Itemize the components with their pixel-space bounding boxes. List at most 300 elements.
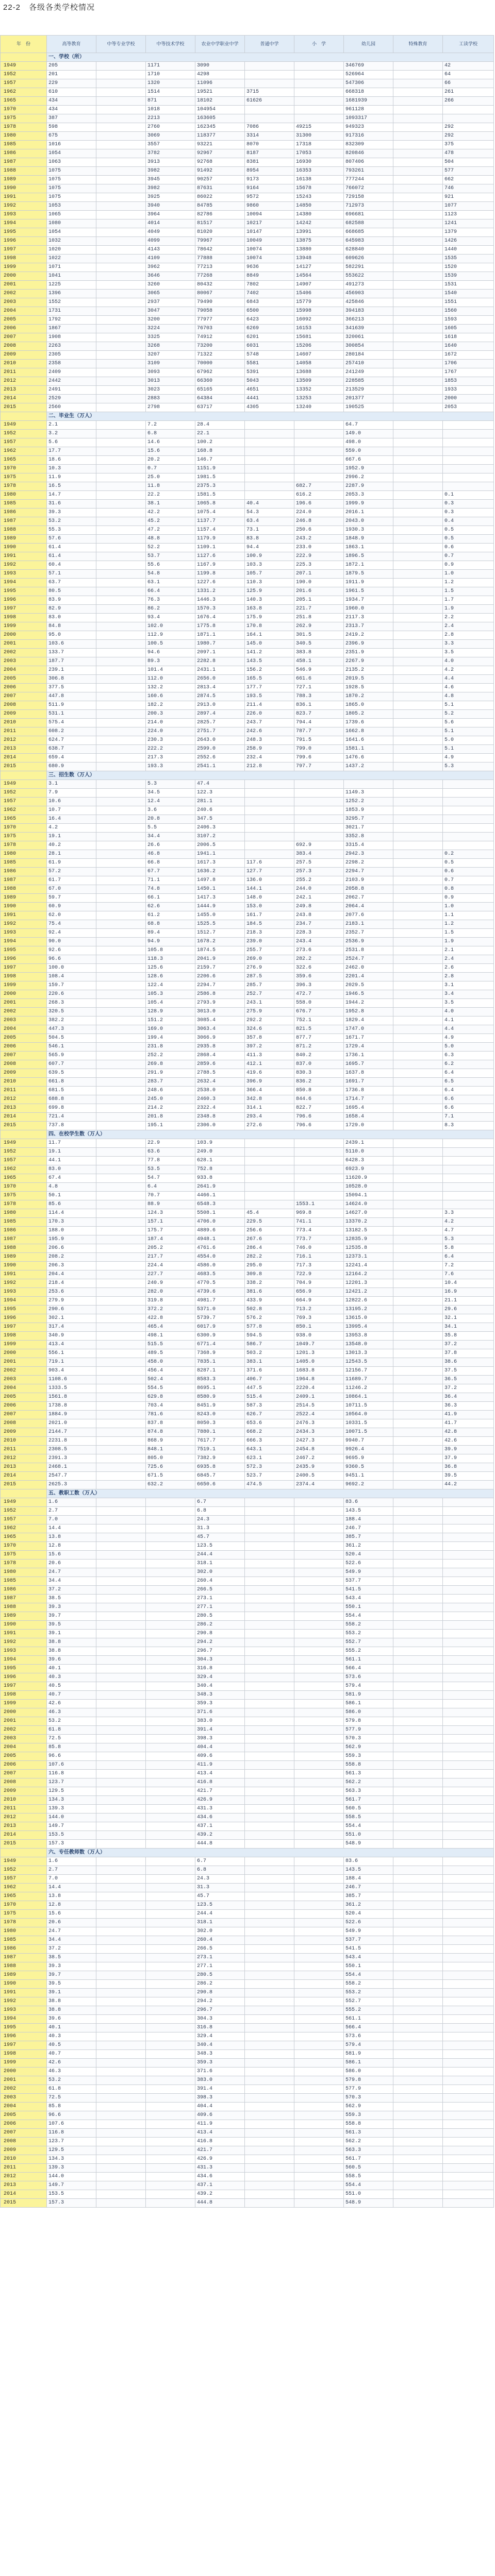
table-cell <box>294 1770 344 1778</box>
table-cell <box>146 1551 195 1560</box>
table-cell: 562.9 <box>344 2103 393 2111</box>
table-cell: 1252.2 <box>344 798 393 806</box>
table-cell: 36.3 <box>443 1402 494 1411</box>
table-cell <box>443 1822 494 1831</box>
table-cell <box>96 614 146 622</box>
table-cell: 10094 <box>245 211 294 219</box>
table-cell <box>443 1980 494 1989</box>
table-cell: 2547.7 <box>47 1472 96 1481</box>
year-cell: 2005 <box>1 675 47 684</box>
table-cell <box>96 351 146 360</box>
table-cell <box>96 605 146 614</box>
table-cell: 1179.9 <box>195 535 245 544</box>
table-cell: 3013 <box>146 377 195 386</box>
table-cell <box>245 2006 294 2015</box>
table-cell <box>96 2059 146 2067</box>
year-cell: 1986 <box>1 868 47 876</box>
table-cell <box>245 1831 294 1840</box>
table-cell <box>443 1139 494 1148</box>
table-cell: 80432 <box>195 281 245 290</box>
table-cell: 6.3 <box>443 1052 494 1060</box>
table-cell: 1396 <box>47 290 96 298</box>
table-cell <box>146 2146 195 2155</box>
table-cell: 103.3 <box>245 561 294 570</box>
table-cell: 40.3 <box>47 1673 96 1682</box>
table-cell: 1.0 <box>443 570 494 579</box>
table-cell <box>146 2032 195 2041</box>
table-cell <box>146 1726 195 1735</box>
table-row <box>1 1524 494 1533</box>
table-cell: 579.8 <box>344 2076 393 2085</box>
table-cell <box>393 973 443 981</box>
table-cell: 1.2 <box>443 920 494 929</box>
table-row <box>1 395 494 403</box>
year-cell: 1990 <box>1 903 47 911</box>
table-cell <box>96 1437 146 1446</box>
table-cell: 2322.4 <box>195 1104 245 1113</box>
table-cell <box>393 1761 443 1770</box>
table-row <box>1 535 494 544</box>
year-cell: 1991 <box>1 911 47 920</box>
table-cell: 107.6 <box>47 1761 96 1770</box>
table-cell <box>294 1735 344 1743</box>
table-row <box>1 990 494 999</box>
table-cell: 267.6 <box>245 1235 294 1244</box>
table-cell: 54.8 <box>146 570 195 579</box>
table-cell <box>393 526 443 535</box>
table-cell: 83.6 <box>344 1857 393 1866</box>
table-row <box>1 605 494 614</box>
table-cell: 293.4 <box>245 1113 294 1122</box>
table-cell <box>294 2103 344 2111</box>
table-cell: 1736.1 <box>344 1052 393 1060</box>
table-cell <box>393 1682 443 1691</box>
section-label: 三、招生数（万人） <box>47 771 494 780</box>
table-cell <box>393 622 443 631</box>
table-cell: 66.1 <box>146 894 195 903</box>
table-cell <box>146 1603 195 1612</box>
table-cell <box>96 1384 146 1393</box>
section-header-row <box>1 1130 494 1139</box>
table-cell <box>443 465 494 473</box>
table-cell: 1525.5 <box>195 920 245 929</box>
table-cell <box>96 1936 146 1945</box>
year-cell: 1949 <box>1 1498 47 1507</box>
table-cell <box>294 62 344 71</box>
table-cell <box>294 71 344 79</box>
year-cell: 1989 <box>1 535 47 544</box>
table-cell <box>146 1884 195 1892</box>
table-cell: 794.4 <box>294 719 344 727</box>
table-cell: 3224 <box>146 325 195 333</box>
table-cell: 6500 <box>245 307 294 316</box>
table-cell: 88.9 <box>146 1200 195 1209</box>
table-cell: 206.6 <box>47 1244 96 1253</box>
table-cell <box>443 2138 494 2146</box>
table-cell: 0.5 <box>443 859 494 868</box>
table-cell <box>443 2146 494 2155</box>
table-cell: 286.2 <box>195 1980 245 1989</box>
table-cell: 3207 <box>146 351 195 360</box>
table-cell <box>393 272 443 281</box>
table-row <box>1 1936 494 1945</box>
table-cell <box>96 1752 146 1761</box>
table-cell: 7.2 <box>443 1262 494 1270</box>
table-cell <box>146 1997 195 2006</box>
table-row <box>1 1358 494 1367</box>
year-cell: 1992 <box>1 202 47 211</box>
table-cell <box>393 1183 443 1192</box>
table-cell: 67962 <box>195 368 245 377</box>
table-cell: 559.3 <box>344 2111 393 2120</box>
table-cell: 682588 <box>344 219 393 228</box>
table-cell <box>96 885 146 894</box>
year-cell: 2003 <box>1 298 47 307</box>
table-cell <box>96 360 146 368</box>
table-cell: 220.6 <box>47 990 96 999</box>
table-cell <box>393 684 443 692</box>
table-cell <box>245 1498 294 1507</box>
table-cell <box>96 88 146 97</box>
table-cell: 168.8 <box>195 447 245 456</box>
table-cell: 14627.0 <box>344 1209 393 1218</box>
year-cell: 1978 <box>1 841 47 850</box>
table-cell: 489.5 <box>146 1349 195 1358</box>
year-cell: 2009 <box>1 1069 47 1078</box>
table-cell: 100.2 <box>195 438 245 447</box>
table-cell: 3260 <box>146 281 195 290</box>
table-cell <box>393 2006 443 2015</box>
table-cell <box>393 114 443 123</box>
table-cell: 128.9 <box>146 1008 195 1016</box>
table-cell <box>294 2094 344 2103</box>
table-cell <box>294 789 344 798</box>
table-cell <box>393 920 443 929</box>
year-cell: 2002 <box>1 1726 47 1735</box>
table-cell: 2874.5 <box>195 692 245 701</box>
table-cell: 10.3 <box>47 465 96 473</box>
table-cell <box>96 806 146 815</box>
table-cell: 0.4 <box>443 517 494 526</box>
table-cell: 8954 <box>245 167 294 176</box>
table-cell: 1.5 <box>443 929 494 938</box>
year-cell: 2009 <box>1 2146 47 2155</box>
table-cell: 11246.2 <box>344 1384 393 1393</box>
table-cell: 1171 <box>146 62 195 71</box>
table-row <box>1 1148 494 1157</box>
table-cell: 22.9 <box>146 1139 195 1148</box>
table-cell <box>393 1752 443 1761</box>
table-cell <box>294 2138 344 2146</box>
table-cell <box>294 447 344 456</box>
table-cell: 53.2 <box>47 2076 96 2085</box>
table-cell <box>393 1551 443 1560</box>
table-row <box>1 1139 494 1148</box>
table-row <box>1 1192 494 1200</box>
table-cell <box>96 1647 146 1656</box>
table-cell: 629.8 <box>146 1393 195 1402</box>
table-cell: 2.1 <box>443 946 494 955</box>
table-cell: 359.6 <box>294 973 344 981</box>
table-cell: 1980.7 <box>195 640 245 649</box>
table-cell: 439.2 <box>195 1831 245 1840</box>
table-cell: 20.6 <box>47 1919 96 1927</box>
table-cell: 554.4 <box>344 1971 393 1980</box>
table-cell: 1075 <box>47 167 96 176</box>
table-cell <box>393 833 443 841</box>
table-cell: 63.6 <box>146 1148 195 1157</box>
table-cell <box>294 1971 344 1980</box>
table-cell <box>96 123 146 132</box>
table-cell <box>294 2006 344 2015</box>
table-cell: 531.1 <box>47 710 96 719</box>
table-cell: 3646 <box>146 272 195 281</box>
table-row <box>1 228 494 237</box>
table-cell <box>96 666 146 675</box>
table-cell: 24.3 <box>195 1875 245 1884</box>
year-cell: 2009 <box>1 1428 47 1437</box>
year-cell: 1970 <box>1 1183 47 1192</box>
table-cell <box>393 465 443 473</box>
table-cell: 5.6 <box>47 438 96 447</box>
table-row <box>1 1770 494 1778</box>
table-cell: 2351.9 <box>344 649 393 657</box>
table-cell: 53.7 <box>146 552 195 561</box>
year-cell: 2010 <box>1 2155 47 2164</box>
table-row <box>1 1349 494 1358</box>
table-row <box>1 1708 494 1717</box>
table-row <box>1 176 494 184</box>
table-cell: 1022 <box>47 255 96 263</box>
table-cell: 474.5 <box>245 1481 294 1489</box>
table-cell <box>393 2032 443 2041</box>
year-cell: 1952 <box>1 71 47 79</box>
table-cell <box>96 430 146 438</box>
table-cell <box>393 990 443 999</box>
table-cell: 2000 <box>443 395 494 403</box>
table-cell: 10528.0 <box>344 1183 393 1192</box>
year-cell: 1995 <box>1 946 47 955</box>
table-cell: 266.5 <box>195 1945 245 1954</box>
table-cell: 3093 <box>146 368 195 377</box>
table-cell <box>294 1148 344 1157</box>
table-cell <box>393 1446 443 1454</box>
table-cell: 83.0 <box>47 614 96 622</box>
table-cell: 44.2 <box>443 1481 494 1489</box>
table-cell: 554.4 <box>344 2181 393 2190</box>
table-cell <box>96 920 146 929</box>
table-cell: 2.1 <box>47 421 96 430</box>
table-cell <box>393 1726 443 1735</box>
table-cell <box>96 1682 146 1691</box>
table-cell: 266 <box>443 97 494 106</box>
table-cell <box>443 421 494 430</box>
table-cell: 781.6 <box>146 1411 195 1419</box>
table-cell <box>393 1323 443 1332</box>
table-cell: 42.6 <box>47 1700 96 1708</box>
table-cell <box>443 1989 494 1997</box>
table-cell: 7.0 <box>47 1875 96 1884</box>
table-cell: 4651 <box>245 386 294 395</box>
table-cell: 61.7 <box>47 876 96 885</box>
year-cell: 1997 <box>1 605 47 614</box>
table-cell <box>393 421 443 430</box>
table-cell: 522.6 <box>344 1560 393 1568</box>
table-cell: 4.9 <box>443 754 494 762</box>
table-cell <box>294 1621 344 1630</box>
table-cell: 92.6 <box>47 946 96 955</box>
table-cell <box>294 106 344 114</box>
table-cell <box>146 1901 195 1910</box>
table-cell: 577 <box>443 167 494 176</box>
table-cell <box>96 2199 146 2208</box>
year-cell: 2006 <box>1 2120 47 2129</box>
table-cell: 318.1 <box>195 1560 245 1568</box>
table-cell: 11620.9 <box>344 1174 393 1183</box>
table-cell <box>96 1945 146 1954</box>
year-cell: 1994 <box>1 219 47 228</box>
table-cell <box>96 158 146 167</box>
table-cell <box>294 1630 344 1638</box>
table-row <box>1 2094 494 2103</box>
table-cell: 342.8 <box>245 1095 294 1104</box>
table-cell <box>393 1060 443 1069</box>
table-row <box>1 570 494 579</box>
table-cell: 16.5 <box>47 482 96 491</box>
table-cell: 1512.7 <box>195 929 245 938</box>
table-cell: 248.6 <box>146 1087 195 1095</box>
year-cell: 2001 <box>1 1358 47 1367</box>
table-cell: 805.0 <box>146 1454 195 1463</box>
table-cell: 1137.7 <box>195 517 245 526</box>
table-cell: 123.5 <box>195 1901 245 1910</box>
table-cell: 24.7 <box>47 1568 96 1577</box>
table-cell: 201.8 <box>146 1113 195 1122</box>
table-row <box>1 2146 494 2155</box>
table-cell <box>146 1638 195 1647</box>
table-cell: 280.5 <box>195 1612 245 1621</box>
table-cell <box>443 1892 494 1901</box>
table-row <box>1 946 494 955</box>
table-cell: 573.6 <box>344 1673 393 1682</box>
table-cell: 280184 <box>344 351 393 360</box>
table-cell: 793261 <box>344 167 393 176</box>
table-cell <box>393 193 443 202</box>
table-cell: 63.1 <box>146 579 195 587</box>
table-cell <box>245 1726 294 1735</box>
table-cell <box>96 1104 146 1113</box>
table-cell: 52.2 <box>146 544 195 552</box>
table-cell: 4770.5 <box>195 1279 245 1288</box>
table-cell <box>146 1866 195 1875</box>
table-cell: 371.6 <box>195 1708 245 1717</box>
year-cell: 1997 <box>1 1323 47 1332</box>
table-cell <box>146 2041 195 2050</box>
table-cell: 277.1 <box>195 1962 245 1971</box>
table-cell: 551.0 <box>344 2190 393 2199</box>
table-cell: 1241 <box>443 219 494 228</box>
table-cell <box>96 1078 146 1087</box>
table-cell: 338.2 <box>245 1279 294 1288</box>
table-cell: 16153 <box>294 325 344 333</box>
table-cell: 561.7 <box>344 1796 393 1805</box>
table-cell: 61.2 <box>146 911 195 920</box>
year-cell: 2002 <box>1 2085 47 2094</box>
table-cell <box>393 2024 443 2032</box>
table-cell <box>146 1691 195 1700</box>
year-cell: 1996 <box>1 2032 47 2041</box>
table-row <box>1 106 494 114</box>
table-cell: 226.0 <box>245 710 294 719</box>
table-cell <box>245 1927 294 1936</box>
table-cell: 6.4 <box>443 1087 494 1095</box>
table-cell <box>96 1244 146 1253</box>
table-cell <box>96 1980 146 1989</box>
table-cell: 314.1 <box>245 1104 294 1113</box>
table-cell <box>294 1691 344 1700</box>
table-cell: 2400.5 <box>294 1472 344 1481</box>
table-cell: 196.6 <box>294 500 344 509</box>
table-cell <box>294 456 344 465</box>
table-cell: 6935.8 <box>195 1463 245 1472</box>
year-cell: 1965 <box>1 1533 47 1542</box>
table-cell: 398.3 <box>195 2094 245 2103</box>
table-cell <box>96 1840 146 1849</box>
year-cell: 1995 <box>1 2024 47 2032</box>
table-cell <box>393 1577 443 1586</box>
table-row <box>1 491 494 500</box>
table-cell: 1767 <box>443 368 494 377</box>
table-cell <box>393 1630 443 1638</box>
table-cell <box>146 1577 195 1586</box>
table-cell: 211.4 <box>245 701 294 710</box>
table-cell <box>146 1980 195 1989</box>
table-cell <box>393 106 443 114</box>
table-cell <box>146 1936 195 1945</box>
table-cell <box>245 1568 294 1577</box>
table-cell: 502.4 <box>146 1376 195 1384</box>
table-cell: 491273 <box>344 281 393 290</box>
table-cell: 124.3 <box>146 1209 195 1218</box>
table-cell: 1981.5 <box>195 473 245 482</box>
table-cell <box>245 430 294 438</box>
table-cell: 13182.5 <box>344 1227 393 1235</box>
table-cell: 4.2 <box>443 1218 494 1227</box>
table-cell: 1775.8 <box>195 622 245 631</box>
table-cell <box>294 1586 344 1595</box>
table-cell: 807406 <box>344 158 393 167</box>
table-cell: 391.4 <box>195 1726 245 1735</box>
table-cell: 1065.8 <box>195 500 245 509</box>
table-cell: 2263 <box>47 342 96 351</box>
table-row <box>1 307 494 316</box>
table-cell: 2103.9 <box>344 876 393 885</box>
year-cell: 1952 <box>1 1507 47 1516</box>
table-cell: 61.4 <box>47 552 96 561</box>
table-cell: 1930.3 <box>344 526 393 535</box>
table-cell: 0.7 <box>443 552 494 561</box>
year-cell: 1989 <box>1 894 47 903</box>
table-cell <box>146 1708 195 1717</box>
table-cell: 7.1 <box>443 1113 494 1122</box>
table-cell <box>146 1743 195 1752</box>
year-cell: 2007 <box>1 1052 47 1060</box>
table-cell <box>294 1507 344 1516</box>
table-cell: 2220.4 <box>294 1384 344 1393</box>
table-cell <box>393 964 443 973</box>
table-cell: 0.9 <box>443 561 494 570</box>
table-cell: 577.9 <box>344 1726 393 1735</box>
